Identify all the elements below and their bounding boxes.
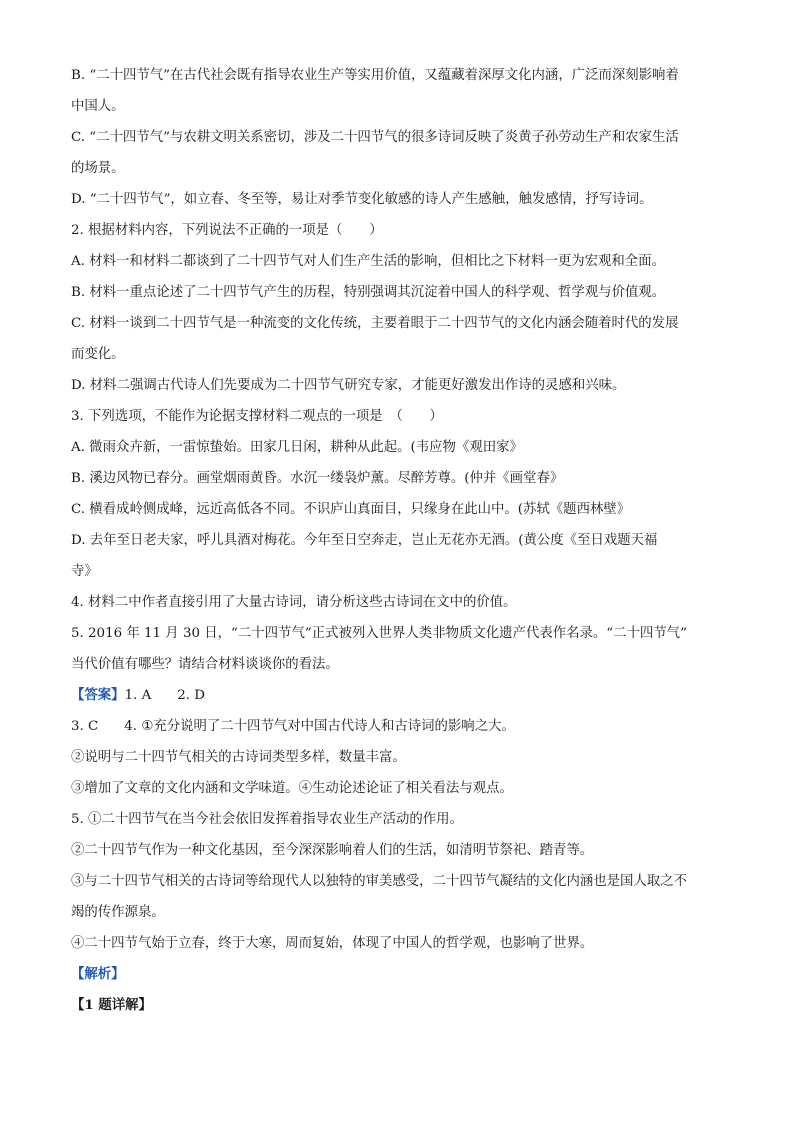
q1-option-b-line1: B. “二十四节气”在古代社会既有指导农业生产等实用价值，又蕴藏着深厚文化内涵，广泛而深刻影响着 [71,68,679,83]
q5-stem-line2: 当代价值有哪些？请结合材料谈谈你的看法。 [71,657,339,672]
q1-detail-heading: 【1 题详解】 [71,997,152,1013]
answer-1: 1. A [124,688,152,703]
answer-header-line [71,680,723,711]
q3-stem: 3. 下列选项，不能作为论据支撑材料二观点的一项是 （ ） [71,409,443,424]
answer-3-4-line [71,711,723,742]
answer-5-line2: ②二十四节气作为一种文化基因，至今深深影响着人们的生活，如清明节祭祀、踏青等。 [71,843,594,858]
q2-option-d: D. 材料二强调古代诗人们先要成为二十四节气研究专家，才能更好激发出作诗的灵感和兴味。 [71,378,626,393]
q3-option-a: A. 微雨众卉新，一雷惊蛰始。田家几日闲，耕种从此起。(韦应物《观田家》 [71,440,523,455]
q1-option-c-line2: 的场景。 [71,161,125,176]
answer-4-line1: 4. ①充分说明了二十四节气对中国古代诗人和古诗词的影响之大。 [124,719,515,734]
q3-option-d-line1: D. 去年至日老夫家，呼儿具酒对梅花。今年至日空奔走，岂止无花亦无酒。(黄公度《至日戏题天福 [71,533,658,548]
q2-option-b: B. 材料一重点论述了二十四节气产生的历程，特别强调其沉淀着中国人的科学观、哲学观与价值观。 [71,285,666,300]
answer-3: 3. C [71,719,99,734]
q1-option-d: D. “二十四节气”，如立春、冬至等，易让对季节变化敏感的诗人产生感触，触发感情，抒写诗词。 [71,192,653,207]
q3-option-b: B. 溪边风物已春分。画堂烟雨黄昏。水沉一缕袅炉薰。尽醉芳尊。(仲并《画堂春》 [71,471,564,486]
q1-option-b-line2: 中国人。 [71,99,125,114]
q3-option-d-line2: 寺》 [71,564,98,579]
answer-4-line3: ③增加了文章的文化内涵和文学味道。④生动论述论证了相关看法与观点。 [71,781,513,796]
document-page [71,60,723,1021]
answer-2: 2. D [177,688,206,703]
answer-5-line3: ③与二十四节气相关的古诗词等给现代人以独特的审美感受，二十四节气凝结的文化内涵也是国人取之不 [71,874,687,889]
answer-5-line1: 5. ①二十四节气在当今社会依旧发挥着指导农业生产活动的作用。 [71,812,463,827]
q4-stem: 4. 材料二中作者直接引用了大量古诗词，请分析这些古诗词在文中的价值。 [71,595,517,610]
answer-label: 【答案】 [71,687,125,703]
q3-option-c: C. 横看成岭侧成峰，远近高低各不同。不识庐山真面目，只缘身在此山中。(苏轼《题西林壁》 [71,502,631,517]
q5-stem-line1: 5. 2016 年 11 月 30 日，“二十四节气”正式被列入世界人类非物质文化遗产代表作名录。“二十四节气” [71,626,687,641]
q2-option-a: A. 材料一和材料二都谈到了二十四节气对人们生产生活的影响，但相比之下材料一更为宏观和全面。 [71,254,665,269]
q2-stem: 2. 根据材料内容，下列说法不正确的一项是（ ） [71,223,383,238]
answer-4-line2: ②说明与二十四节气相关的古诗词类型多样，数量丰富。 [71,750,406,765]
answer-5-line5: ④二十四节气始于立春，终于大寒，周而复始，体现了中国人的哲学观，也影响了世界。 [71,936,594,951]
analysis-label: 【解析】 [71,966,125,982]
q2-option-c-line1: C. 材料一谈到二十四节气是一种流变的文化传统，主要着眼于二十四节气的文化内涵会随着时代的发展 [71,316,679,331]
q1-option-c-line1: C. “二十四节气”与农耕文明关系密切，涉及二十四节气的很多诗词反映了炎黄子孙劳动生产和农家生活 [71,130,679,145]
answer-5-line4: 竭的传作源泉。 [71,905,165,920]
q2-option-c-line2: 而变化。 [71,347,125,362]
